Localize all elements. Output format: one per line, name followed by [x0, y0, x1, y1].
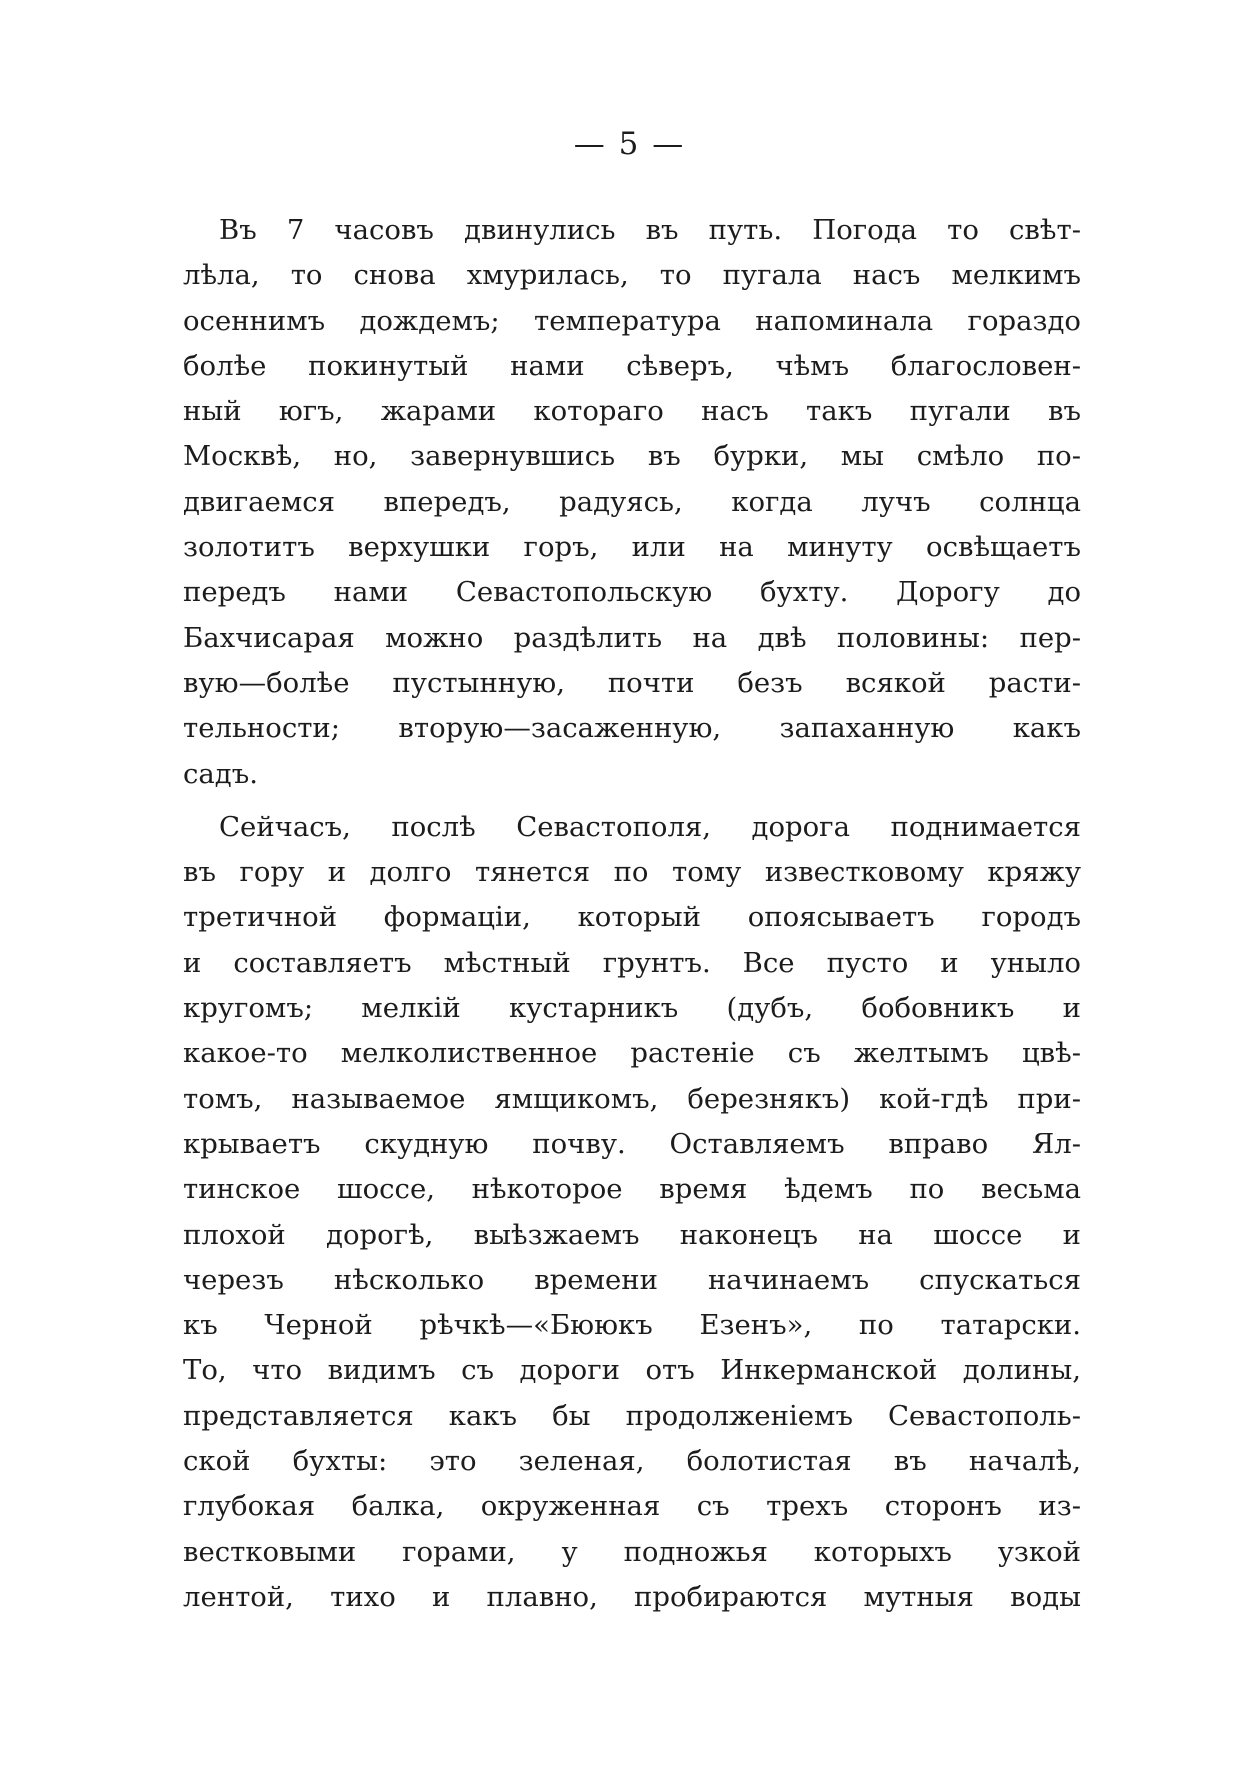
text-line: плохой дорогѣ, выѣзжаемъ наконецъ на шоссе и — [183, 1218, 1081, 1251]
text-line: и составляетъ мѣстный грунтъ. Все пусто и уныло — [183, 946, 1081, 979]
text-line: лѣла, то снова хмурилась, то пугала насъ мелкимъ — [183, 259, 1081, 292]
text-line: тинское шоссе, нѣкоторое время ѣдемъ по весьма — [183, 1173, 1081, 1206]
text-line: вую—болѣе пустынную, почти безъ всякой расти- — [183, 666, 1081, 699]
text-line: черезъ нѣсколько времени начинаемъ спускаться — [183, 1263, 1081, 1296]
text-line: крываетъ скудную почву. Оставляемъ вправо Ял- — [183, 1127, 1081, 1160]
text-line: кругомъ; мелкій кустарникъ (дубъ, бобовникъ и — [183, 992, 1081, 1025]
text-line: болѣе покинутый нами сѣверъ, чѣмъ благословен- — [183, 349, 1081, 382]
text-line: передъ нами Севастопольскую бухту. Дорогу до — [183, 576, 1081, 609]
text-line: вестковыми горами, у подножья которыхъ узкой — [183, 1535, 1081, 1568]
text-line: тельности; вторую—засаженную, запаханную какъ — [183, 712, 1081, 745]
text-line: третичной формаціи, который опоясываетъ городъ — [183, 901, 1081, 934]
text-line: глубокая балка, окруженная съ трехъ сторонъ из- — [183, 1490, 1081, 1523]
body-text — [183, 208, 1081, 1620]
text-line: садъ. — [183, 757, 258, 790]
text-line: въ гору и долго тянется по тому известковому кряжу — [183, 856, 1081, 889]
text-line: къ Черной рѣчкѣ—«Бююкъ Езенъ», по татарски. — [183, 1309, 1081, 1342]
text-line: лентой, тихо и плавно, пробираются мутныя воды — [183, 1580, 1081, 1613]
text-line: Сейчасъ, послѣ Севастополя, дорога поднимается — [219, 810, 1081, 843]
text-line: Москвѣ, но, завернувшись въ бурки, мы смѣло по- — [183, 440, 1081, 473]
text-line: двигаемся впередъ, радуясь, когда лучъ солнца — [183, 485, 1081, 518]
text-line: золотитъ верхушки горъ, или на минуту освѣщаетъ — [183, 531, 1081, 564]
text-line: томъ, называемое ямщикомъ, березнякъ) кой-гдѣ при- — [183, 1082, 1081, 1115]
text-line: Въ 7 часовъ двинулись въ путь. Погода то свѣт- — [219, 214, 1081, 246]
text-line: Бахчисарая можно раздѣлить на двѣ половины: пер- — [183, 621, 1081, 654]
text-line: какое-то мелколиственное растеніе съ желтымъ цвѣ- — [183, 1037, 1081, 1070]
page-number: — 5 — — [573, 126, 686, 162]
text-line: осеннимъ дождемъ; температура напоминала гораздо — [183, 304, 1081, 337]
text-line: То, что видимъ съ дороги отъ Инкерманской долины, — [183, 1354, 1081, 1387]
text-line: ской бухты: это зеленая, болотистая въ началѣ, — [183, 1445, 1081, 1478]
text-line: представляется какъ бы продолженіемъ Севастополь- — [183, 1399, 1081, 1432]
text-line: ный югъ, жарами котораго насъ такъ пугали въ — [183, 395, 1081, 428]
paragraph-gap — [183, 797, 1081, 805]
